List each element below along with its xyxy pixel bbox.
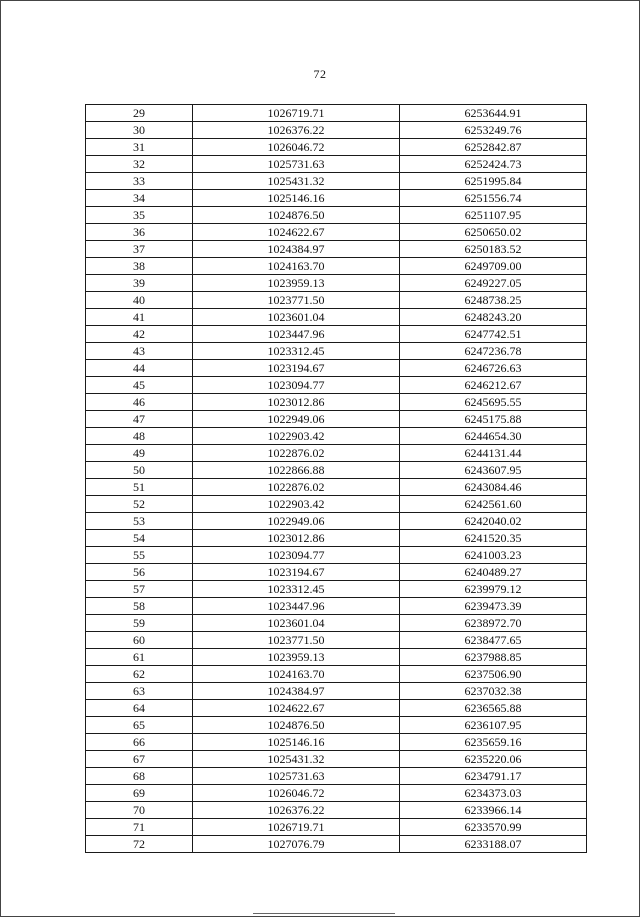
point-number-cell: 36 [86,224,193,241]
y-coordinate-cell: 6238972.70 [400,615,587,632]
y-coordinate-cell: 6242561.60 [400,496,587,513]
y-coordinate-cell: 6236107.95 [400,717,587,734]
footer-rule [253,913,395,914]
table-row [86,207,587,224]
x-coordinate-cell: 1023959.13 [193,649,400,666]
x-coordinate-cell: 1023771.50 [193,292,400,309]
x-coordinate-cell: 1022866.88 [193,462,400,479]
table-row [86,411,587,428]
point-number-cell: 48 [86,428,193,445]
y-coordinate-cell: 6243084.46 [400,479,587,496]
point-number-cell: 50 [86,462,193,479]
table-row [86,802,587,819]
x-coordinate-cell: 1023312.45 [193,343,400,360]
table-row [86,666,587,683]
y-coordinate-cell: 6236565.88 [400,700,587,717]
table-row [86,513,587,530]
point-number-cell: 33 [86,173,193,190]
y-coordinate-cell: 6234373.03 [400,785,587,802]
y-coordinate-cell: 6250183.52 [400,241,587,258]
y-coordinate-cell: 6233188.07 [400,836,587,853]
point-number-cell: 49 [86,445,193,462]
point-number-cell: 57 [86,581,193,598]
y-coordinate-cell: 6247236.78 [400,343,587,360]
table-row [86,445,587,462]
point-number-cell: 38 [86,258,193,275]
x-coordinate-cell: 1026046.72 [193,139,400,156]
point-number-cell: 60 [86,632,193,649]
y-coordinate-cell: 6249227.05 [400,275,587,292]
y-coordinate-cell: 6251556.74 [400,190,587,207]
x-coordinate-cell: 1023601.04 [193,309,400,326]
y-coordinate-cell: 6253644.91 [400,105,587,122]
table-row [86,122,587,139]
x-coordinate-cell: 1022903.42 [193,496,400,513]
y-coordinate-cell: 6247742.51 [400,326,587,343]
y-coordinate-cell: 6244654.30 [400,428,587,445]
y-coordinate-cell: 6235659.16 [400,734,587,751]
table-row [86,258,587,275]
x-coordinate-cell: 1023194.67 [193,564,400,581]
point-number-cell: 34 [86,190,193,207]
y-coordinate-cell: 6250650.02 [400,224,587,241]
point-number-cell: 35 [86,207,193,224]
y-coordinate-cell: 6235220.06 [400,751,587,768]
point-number-cell: 43 [86,343,193,360]
coordinates-table-body [86,105,587,853]
x-coordinate-cell: 1025146.16 [193,734,400,751]
table-row [86,105,587,122]
table-row [86,751,587,768]
x-coordinate-cell: 1024163.70 [193,666,400,683]
table-row [86,785,587,802]
point-number-cell: 71 [86,819,193,836]
y-coordinate-cell: 6253249.76 [400,122,587,139]
y-coordinate-cell: 6233966.14 [400,802,587,819]
y-coordinate-cell: 6239473.39 [400,598,587,615]
y-coordinate-cell: 6252424.73 [400,156,587,173]
table-row [86,190,587,207]
table-row [86,479,587,496]
x-coordinate-cell: 1025431.32 [193,173,400,190]
point-number-cell: 63 [86,683,193,700]
table-row [86,173,587,190]
y-coordinate-cell: 6251107.95 [400,207,587,224]
y-coordinate-cell: 6246726.63 [400,360,587,377]
x-coordinate-cell: 1023601.04 [193,615,400,632]
x-coordinate-cell: 1023447.96 [193,598,400,615]
table-row [86,768,587,785]
x-coordinate-cell: 1023094.77 [193,377,400,394]
x-coordinate-cell: 1022949.06 [193,411,400,428]
x-coordinate-cell: 1026046.72 [193,785,400,802]
point-number-cell: 47 [86,411,193,428]
y-coordinate-cell: 6242040.02 [400,513,587,530]
table-row [86,241,587,258]
x-coordinate-cell: 1023771.50 [193,632,400,649]
table-row [86,836,587,853]
table-row [86,547,587,564]
table-row [86,224,587,241]
x-coordinate-cell: 1024876.50 [193,717,400,734]
y-coordinate-cell: 6234791.17 [400,768,587,785]
point-number-cell: 37 [86,241,193,258]
table-row [86,275,587,292]
point-number-cell: 56 [86,564,193,581]
table-row [86,700,587,717]
point-number-cell: 68 [86,768,193,785]
x-coordinate-cell: 1023959.13 [193,275,400,292]
x-coordinate-cell: 1023012.86 [193,394,400,411]
y-coordinate-cell: 6251995.84 [400,173,587,190]
point-number-cell: 70 [86,802,193,819]
table-row [86,343,587,360]
y-coordinate-cell: 6237988.85 [400,649,587,666]
point-number-cell: 58 [86,598,193,615]
point-number-cell: 44 [86,360,193,377]
x-coordinate-cell: 1025731.63 [193,156,400,173]
y-coordinate-cell: 6241520.35 [400,530,587,547]
x-coordinate-cell: 1024384.97 [193,241,400,258]
x-coordinate-cell: 1025431.32 [193,751,400,768]
y-coordinate-cell: 6237032.38 [400,683,587,700]
x-coordinate-cell: 1022903.42 [193,428,400,445]
point-number-cell: 64 [86,700,193,717]
y-coordinate-cell: 6246212.67 [400,377,587,394]
x-coordinate-cell: 1026719.71 [193,105,400,122]
table-row [86,394,587,411]
x-coordinate-cell: 1022949.06 [193,513,400,530]
x-coordinate-cell: 1023012.86 [193,530,400,547]
x-coordinate-cell: 1022876.02 [193,479,400,496]
point-number-cell: 67 [86,751,193,768]
y-coordinate-cell: 6244131.44 [400,445,587,462]
table-row [86,598,587,615]
table-row [86,309,587,326]
y-coordinate-cell: 6248738.25 [400,292,587,309]
x-coordinate-cell: 1023447.96 [193,326,400,343]
point-number-cell: 59 [86,615,193,632]
point-number-cell: 45 [86,377,193,394]
point-number-cell: 32 [86,156,193,173]
point-number-cell: 61 [86,649,193,666]
point-number-cell: 39 [86,275,193,292]
x-coordinate-cell: 1026376.22 [193,122,400,139]
table-row [86,377,587,394]
point-number-cell: 29 [86,105,193,122]
table-row [86,360,587,377]
point-number-cell: 65 [86,717,193,734]
y-coordinate-cell: 6248243.20 [400,309,587,326]
point-number-cell: 66 [86,734,193,751]
x-coordinate-cell: 1026376.22 [193,802,400,819]
table-row [86,615,587,632]
x-coordinate-cell: 1023094.77 [193,547,400,564]
table-row [86,683,587,700]
point-number-cell: 46 [86,394,193,411]
point-number-cell: 30 [86,122,193,139]
x-coordinate-cell: 1023194.67 [193,360,400,377]
x-coordinate-cell: 1026719.71 [193,819,400,836]
y-coordinate-cell: 6240489.27 [400,564,587,581]
y-coordinate-cell: 6241003.23 [400,547,587,564]
y-coordinate-cell: 6237506.90 [400,666,587,683]
x-coordinate-cell: 1025146.16 [193,190,400,207]
x-coordinate-cell: 1027076.79 [193,836,400,853]
table-row [86,819,587,836]
point-number-cell: 31 [86,139,193,156]
y-coordinate-cell: 6233570.99 [400,819,587,836]
y-coordinate-cell: 6249709.00 [400,258,587,275]
y-coordinate-cell: 6238477.65 [400,632,587,649]
point-number-cell: 41 [86,309,193,326]
point-number-cell: 72 [86,836,193,853]
y-coordinate-cell: 6252842.87 [400,139,587,156]
x-coordinate-cell: 1025731.63 [193,768,400,785]
x-coordinate-cell: 1024622.67 [193,224,400,241]
page-number: 72 [313,67,327,81]
x-coordinate-cell: 1024622.67 [193,700,400,717]
point-number-cell: 40 [86,292,193,309]
y-coordinate-cell: 6245175.88 [400,411,587,428]
point-number-cell: 69 [86,785,193,802]
y-coordinate-cell: 6245695.55 [400,394,587,411]
point-number-cell: 54 [86,530,193,547]
table-row [86,496,587,513]
point-number-cell: 62 [86,666,193,683]
table-row [86,564,587,581]
x-coordinate-cell: 1024384.97 [193,683,400,700]
x-coordinate-cell: 1022876.02 [193,445,400,462]
table-row [86,292,587,309]
table-row [86,734,587,751]
x-coordinate-cell: 1024163.70 [193,258,400,275]
point-number-cell: 51 [86,479,193,496]
point-number-cell: 42 [86,326,193,343]
table-row [86,632,587,649]
y-coordinate-cell: 6243607.95 [400,462,587,479]
table-row [86,428,587,445]
point-number-cell: 53 [86,513,193,530]
point-number-cell: 52 [86,496,193,513]
point-number-cell: 55 [86,547,193,564]
table-row [86,326,587,343]
table-row [86,530,587,547]
table-row [86,581,587,598]
table-row [86,462,587,479]
x-coordinate-cell: 1023312.45 [193,581,400,598]
table-row [86,156,587,173]
table-row [86,139,587,156]
y-coordinate-cell: 6239979.12 [400,581,587,598]
table-row [86,649,587,666]
coordinates-table [85,104,587,853]
x-coordinate-cell: 1024876.50 [193,207,400,224]
table-row [86,717,587,734]
